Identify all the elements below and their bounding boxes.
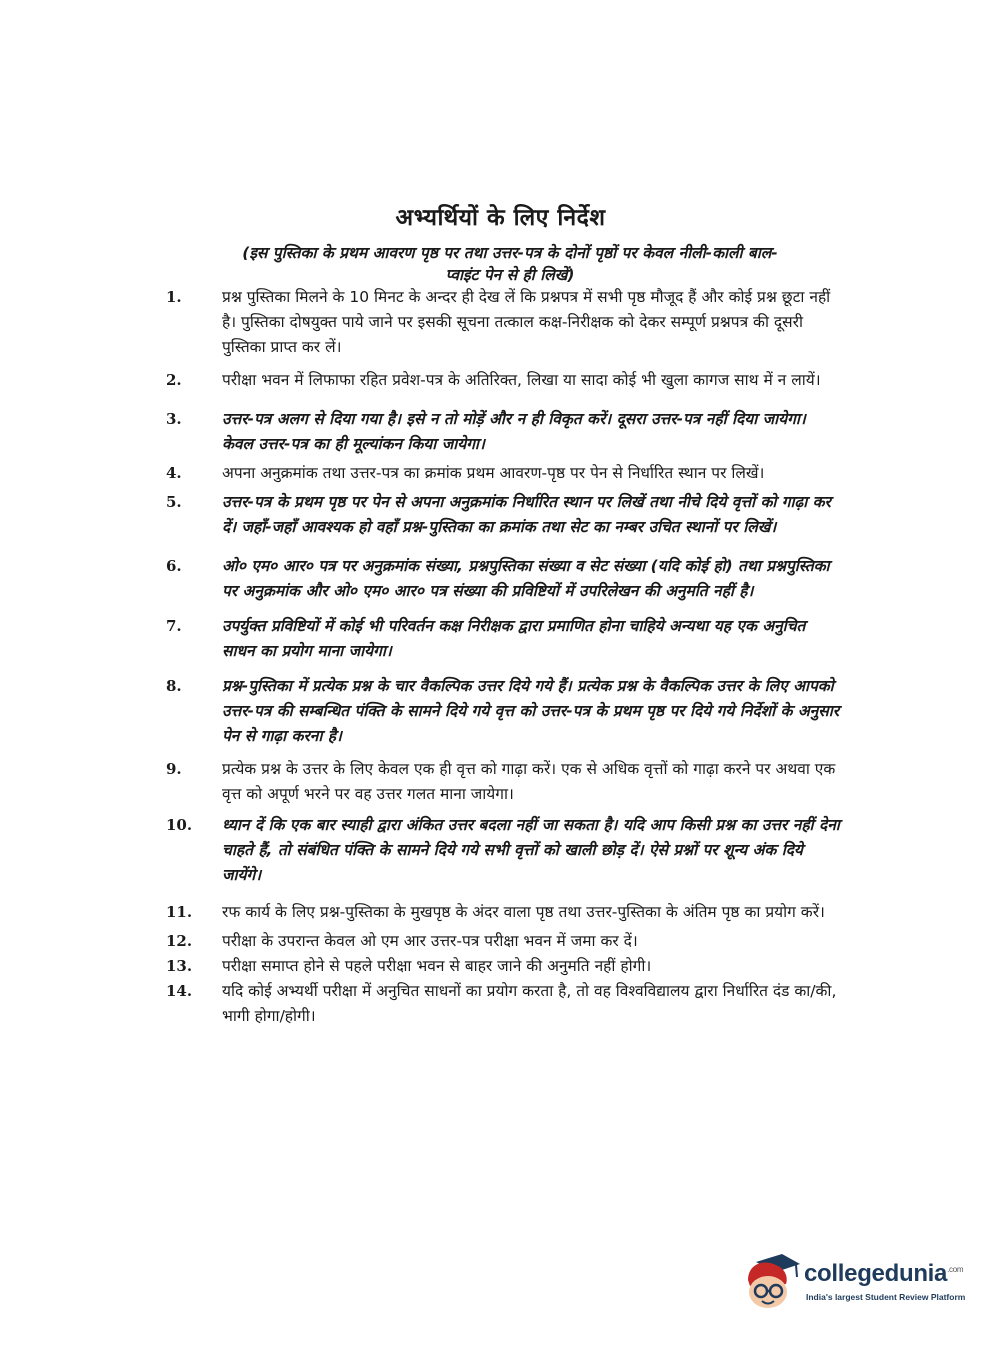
instruction-item-12 (150, 929, 840, 954)
instruction-text: अपना अनुक्रमांक तथा उत्तर-पत्र का क्रमांक प्रथम आवरण-पृष्ठ पर पेन से निर्धारित स्थान पर लिखें। (222, 464, 765, 482)
instruction-item-4 (150, 461, 840, 486)
instruction-number: 9. (166, 760, 182, 778)
brand-text: collegedunia (804, 1260, 948, 1287)
instruction-text: ओ० एम० आर० पत्र पर अनुक्रमांक संख्या, प्रश्नपुस्तिका संख्या व सेट संख्या (यदि कोई हो) तथा प्रश्नपुस्तिका पर अनुक्रमांक और ओ० एम० आर० पत्र संख्या की प्रविष्टियों में उपरिलेखन की अनुमति नहीं है। (222, 557, 830, 600)
instruction-number: 1. (166, 288, 182, 306)
instruction-text: प्रत्येक प्रश्न के उत्तर के लिए केवल एक ही वृत्त को गाढ़ा करें। एक से अधिक वृत्तों को गाढ़ा करने पर अथवा एक वृत्त को अपूर्ण भरने पर वह उत्तर गलत माना जायेगा। (222, 760, 836, 803)
instruction-text: उत्तर-पत्र अलग से दिया गया है। इसे न तो मोड़ें और न ही विकृत करें। दूसरा उत्तर-पत्र नहीं दिया जायेगा। केवल उत्तर-पत्र का ही मूल्यांकन किया जायेगा। (222, 410, 806, 453)
page-title: अभ्यर्थियों के लिए निर्देश (395, 205, 606, 231)
brand-tagline: India's largest Student Review Platform (806, 1292, 966, 1302)
instruction-item-3 (150, 407, 840, 457)
instruction-item-6 (150, 554, 840, 604)
instruction-number: 3. (166, 410, 182, 428)
brand-tld: .com (947, 1265, 964, 1274)
instruction-number: 14. (166, 982, 193, 1000)
instruction-number: 11. (166, 903, 193, 921)
instruction-number: 5. (166, 493, 182, 511)
instruction-text: रफ कार्य के लिए प्रश्न-पुस्तिका के मुखपृष्ठ के अंदर वाला पृष्ठ तथा उत्तर-पुस्तिका के अंतिम पृष्ठ का प्रयोग करें। (222, 903, 825, 921)
instruction-text: प्रश्न-पुस्तिका में प्रत्येक प्रश्न के चार वैकल्पिक उत्तर दिये गये हैं। प्रत्येक प्रश्न के वैकल्पिक उत्तर के लिए आपको उत्तर-पत्र की सम्बन्धित पंक्ति के सामने दिये गये वृत्त को उत्तर-पत्र के प्रथम पृष्ठ पर दिये गये निर्देशों के अनुसार पेन से गाढ़ा करना है। (222, 677, 840, 745)
instruction-text: प्रश्न पुस्तिका मिलने के 10 मिनट के अन्दर ही देख लें कि प्रश्नपत्र में सभी पृष्ठ मौजूद हैं और कोई प्रश्न छूटा नहीं है। पुस्तिका दोषयुक्त पाये जाने पर इसकी सूचना तत्काल कक्ष-निरीक्षक को देकर सम्पूर्ण प्रश्नपत्र की दूसरी पुस्तिका प्राप्त कर लें। (222, 288, 831, 356)
instruction-item-13 (150, 954, 840, 979)
instruction-number: 4. (166, 464, 182, 482)
instruction-text: ध्यान दें कि एक बार स्याही द्वारा अंकित उत्तर बदला नहीं जा सकता है। यदि आप किसी प्रश्न का उत्तर नहीं देना चाहते हैं, तो संबंधित पंक्ति के सामने दिये गये सभी वृत्तों को खाली छोड़ दें। ऐसे प्रश्नों पर शून्य अंक दिये जायेंगे। (222, 816, 840, 884)
mascot-icon (742, 1250, 800, 1312)
instruction-text: उपर्युक्त प्रविष्टियों में कोई भी परिवर्तन कक्ष निरीक्षक द्वारा प्रमाणित होना चाहिये अन्यथा यह एक अनुचित साधन का प्रयोग माना जायेगा। (222, 617, 806, 660)
instruction-number: 8. (166, 677, 182, 695)
instruction-text: उत्तर-पत्र के प्रथम पृष्ठ पर पेन से अपना अनुक्रमांक निर्धारित स्थान पर लिखें तथा नीचे दिये वृत्तों को गाढ़ा कर दें। जहाँ-जहाँ आवश्यक हो वहाँ प्रश्न-पुस्तिका का क्रमांक तथा सेट का नम्बर उचित स्थानों पर लिखें। (222, 493, 831, 536)
instruction-item-10 (150, 813, 840, 888)
instruction-text: यदि कोई अभ्यर्थी परीक्षा में अनुचित साधनों का प्रयोग करता है, तो वह विश्वविद्यालय द्वारा निर्धारित दंड का/की, भागी होगा/होगी। (222, 982, 837, 1025)
instruction-text: परीक्षा समाप्त होने से पहले परीक्षा भवन से बाहर जाने की अनुमति नहीं होगी। (222, 957, 652, 975)
brand-name (804, 1260, 963, 1288)
instruction-number: 10. (166, 816, 193, 834)
instruction-number: 6. (166, 557, 182, 575)
instruction-item-5 (150, 490, 840, 540)
collegedunia-watermark (742, 1250, 972, 1318)
instruction-item-1 (150, 285, 840, 360)
instruction-item-8 (150, 674, 840, 749)
instruction-list (150, 285, 840, 1041)
instruction-number: 2. (166, 371, 182, 389)
instruction-text: परीक्षा भवन में लिफाफा रहित प्रवेश-पत्र के अतिरिक्त, लिखा या सादा कोई भी खुला कागज साथ में न लायें। (222, 371, 821, 389)
instruction-number: 13. (166, 957, 193, 975)
instruction-item-9 (150, 757, 840, 807)
instruction-number: 7. (166, 617, 182, 635)
instruction-number: 12. (166, 932, 193, 950)
page-subtitle: (इस पुस्तिका के प्रथम आवरण पृष्ठ पर तथा उत्तर-पत्र के दोनों पृष्ठों पर केवल नीली-काली बाल-प्वाइंट पेन से ही लिखें) (242, 244, 778, 284)
instruction-item-14 (150, 979, 840, 1029)
instruction-item-2 (150, 368, 840, 393)
instruction-item-7 (150, 614, 840, 664)
instruction-item-11 (150, 900, 840, 925)
instruction-text: परीक्षा के उपरान्त केवल ओ एम आर उत्तर-पत्र परीक्षा भवन में जमा कर दें। (222, 932, 638, 950)
